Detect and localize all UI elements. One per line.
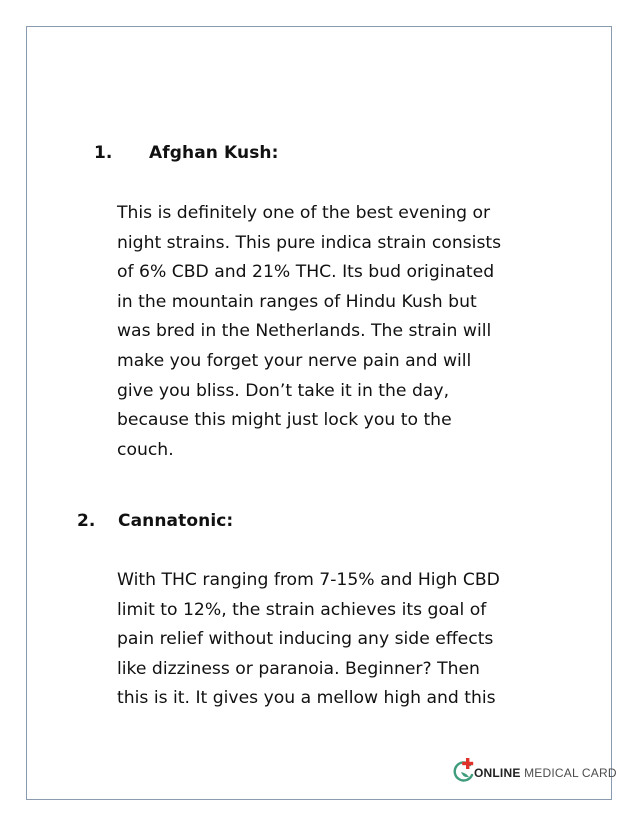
paragraph-line: in the mountain ranges of Hindu Kush but: [117, 291, 477, 312]
paragraph-line: was bred in the Netherlands. The strain will: [117, 321, 492, 342]
paragraph-line: of 6% CBD and 21% THC. Its bud originated: [117, 262, 495, 283]
paragraph-line: pain relief without inducing any side effects: [117, 629, 494, 650]
paragraph-line: night strains. This pure indica strain consists: [117, 232, 502, 253]
section-2-number: 2.: [77, 511, 96, 531]
section-1-heading: [94, 143, 354, 165]
logo-text-regular: MEDICAL CARD: [520, 766, 617, 780]
logo-text-bold: ONLINE: [474, 766, 521, 780]
paragraph-line: couch.: [117, 439, 174, 460]
section-2-title: Cannatonic:: [118, 511, 234, 531]
paragraph-line: like dizziness or paranoia. Beginner? Then: [117, 658, 480, 679]
paragraph-line: make you forget your nerve pain and will: [117, 350, 472, 371]
section-1-title: Afghan Kush:: [149, 143, 279, 163]
section-2-paragraph: [117, 566, 577, 714]
paragraph-line: With THC ranging from 7-15% and High CBD: [117, 570, 500, 590]
section-1-number: 1.: [94, 143, 113, 163]
paragraph-line: this is it. It gives you a mellow high and this: [117, 688, 496, 709]
paragraph-line: give you bliss. Don’t take it in the day,: [117, 380, 450, 401]
section-2-heading: [77, 511, 337, 533]
logo-text: [474, 766, 617, 780]
paragraph-line: because this might just lock you to the: [117, 410, 452, 431]
paragraph-line: This is definitely one of the best evening or: [117, 203, 491, 223]
paragraph-line: limit to 12%, the strain achieves its goal of: [117, 599, 487, 620]
online-medical-card-logo: [453, 758, 617, 784]
section-1-paragraph: [117, 199, 577, 465]
